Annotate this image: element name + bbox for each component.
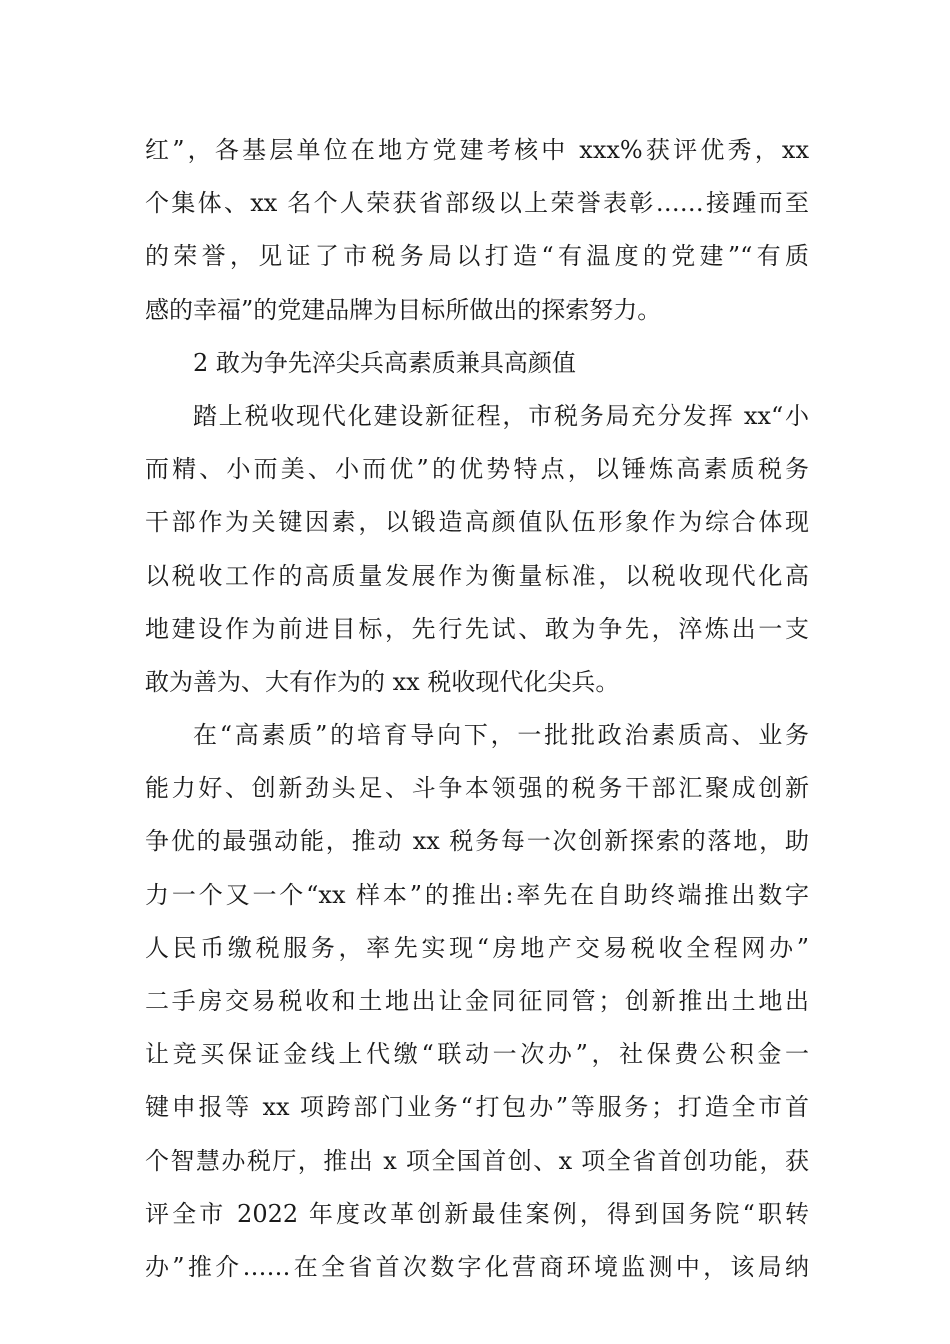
text-line: 人民币缴税服务，率先实现“房地产交易税收全程网办” — [145, 933, 809, 962]
text-line: 的荣誉，见证了市税务局以打造“有温度的党建”“有质 — [145, 242, 809, 271]
text-line: 踏上税收现代化建设新征程，市税务局充分发挥 xx“小 — [193, 401, 809, 430]
text-line: 二手房交易税收和土地出让金同征同管；创新推出土地出 — [145, 987, 809, 1015]
text-line: 而精、小而美、小而优”的优势特点，以锤炼高素质税务 — [145, 455, 809, 484]
text-line: 能力好、创新劲头足、斗争本领强的税务干部汇聚成创新 — [145, 774, 809, 803]
paragraph-3 — [145, 709, 809, 1294]
text-line: 地建设作为前进目标，先行先试、敢为争先，淬炼出一支 — [145, 614, 809, 643]
text-line: 办”推介……在全省首次数字化营商环境监测中，该局纳 — [145, 1252, 809, 1281]
text-line: 干部作为关键因素，以锻造高颜值队伍形象作为综合体现 — [145, 508, 809, 537]
text-line: 争优的最强动能，推动 xx 税务每一次创新探索的落地，助 — [145, 827, 809, 856]
heading-text: 2 敢为争先淬尖兵高素质兼具高颜值 — [193, 348, 576, 377]
paragraph-1 — [145, 124, 809, 337]
text-line: 敢为善为、大有作为的 xx 税收现代化尖兵。 — [145, 667, 620, 696]
text-line: 评全市 2022 年度改革创新最佳案例，得到国务院“职转 — [145, 1199, 809, 1228]
text-line: 感的幸福”的党建品牌为目标所做出的探索努力。 — [145, 295, 662, 324]
text-line: 以税收工作的高质量发展作为衡量标准，以税收现代化高 — [145, 561, 809, 590]
text-line: 让竞买保证金线上代缴“联动一次办”，社保费公积金一 — [145, 1040, 809, 1069]
text-line: 在“高素质”的培育导向下，一批批政治素质高、业务 — [193, 721, 809, 750]
text-line: 个集体、xx 名个人荣获省部级以上荣誉表彰……接踵而至 — [145, 189, 809, 218]
text-line: 力一个又一个“xx 样本”的推出:率先在自助终端推出数字 — [145, 880, 809, 909]
text-line: 个智慧办税厅，推出 x 项全国首创、x 项全省首创功能，获 — [145, 1146, 809, 1175]
text-line: 键申报等 xx 项跨部门业务“打包办”等服务；打造全市首 — [145, 1093, 809, 1122]
paragraph-2 — [145, 390, 809, 709]
section-heading — [145, 337, 809, 390]
text-line: 红”，各基层单位在地方党建考核中 xxx%获评优秀，xx — [145, 136, 809, 164]
document-body — [145, 124, 809, 1294]
